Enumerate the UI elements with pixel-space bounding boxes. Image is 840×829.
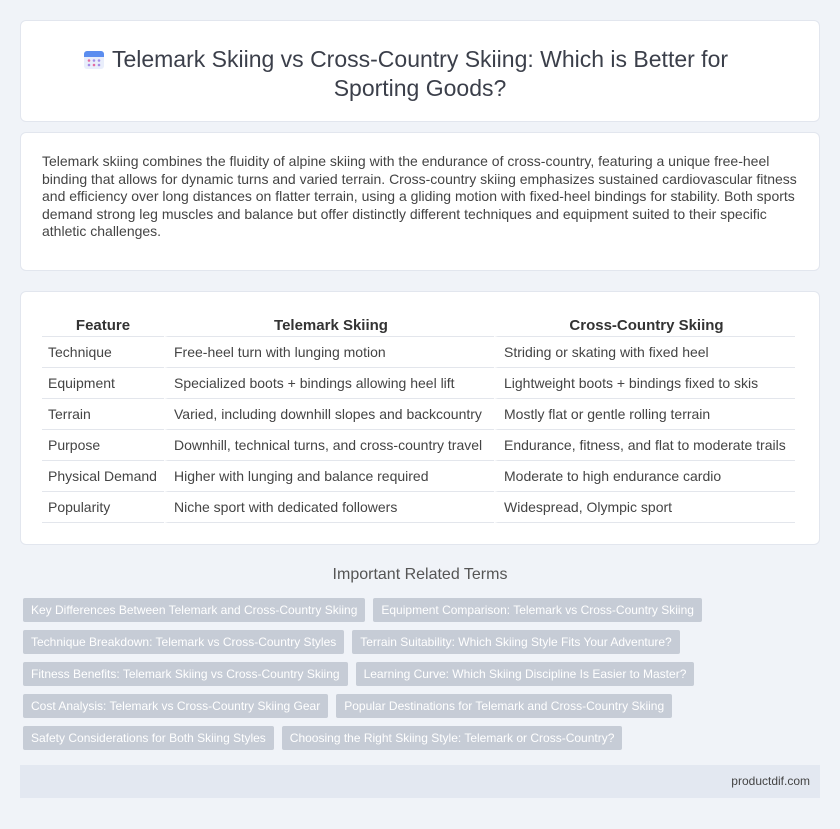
table-cell: Terrain [42,399,164,430]
table-cell: Equipment [42,368,164,399]
related-term-link[interactable]: Key Differences Between Telemark and Cross-Country Skiing [23,598,365,622]
table-row [42,337,795,368]
related-terms-list [23,598,783,758]
table-cell: Physical Demand [42,461,164,492]
related-term-link[interactable]: Safety Considerations for Both Skiing Styles [23,726,274,750]
table-cell: Free-heel turn with lunging motion [164,337,494,368]
table-row [42,492,795,523]
table-cell: Widespread, Olympic sport [494,492,795,523]
table-cell: Mostly flat or gentle rolling terrain [494,399,795,430]
intro-paragraph: Telemark skiing combines the fluidity of alpine skiing with the endurance of cross-country, featuring a unique free-heel binding that allows for dynamic turns and varied terrain. Cross-country skiing emphasizes sustained cardiovascular fitness and efficiency over long distances on flatter terrain, using a gliding motion with fixed-heel bindings for stability. Both sports demand strong leg muscles and balance but offer distinctly different techniques and equipment suited to their specific athletic challenges. [42,153,797,240]
footer [20,765,820,798]
table-cell: Endurance, fitness, and flat to moderate trails [494,430,795,461]
header-card [20,20,820,122]
tag-row [23,630,783,654]
table-cell: Moderate to high endurance cardio [494,461,795,492]
table-header-row [42,316,795,337]
related-term-link[interactable]: Choosing the Right Skiing Style: Telemark or Cross-Country? [282,726,623,750]
table-cell: Niche sport with dedicated followers [164,492,494,523]
column-header: Telemark Skiing [164,316,494,337]
table-cell: Purpose [42,430,164,461]
related-term-link[interactable]: Popular Destinations for Telemark and Cross-Country Skiing [336,694,672,718]
related-term-link[interactable]: Fitness Benefits: Telemark Skiing vs Cross-Country Skiing [23,662,348,686]
table-row [42,430,795,461]
tag-row [23,598,783,622]
page-title: Telemark Skiing vs Cross-Country Skiing: Which is Better for Sporting Goods? [111,46,729,101]
tag-row [23,726,783,750]
column-header: Feature [42,316,164,337]
table-row [42,399,795,430]
table-cell: Higher with lunging and balance required [164,461,494,492]
table-cell: Popularity [42,492,164,523]
table-row [42,368,795,399]
table-row [42,461,795,492]
tag-row [23,694,783,718]
tag-row [23,662,783,686]
comparison-card [20,291,820,545]
table-cell: Technique [42,337,164,368]
related-terms-heading: Important Related Terms [332,566,508,583]
intro-card [20,132,820,271]
related-term-link[interactable]: Equipment Comparison: Telemark vs Cross-Country Skiing [373,598,702,622]
related-term-link[interactable]: Cost Analysis: Telemark vs Cross-Country Skiing Gear [23,694,328,718]
table-cell: Varied, including downhill slopes and backcountry [164,399,494,430]
related-term-link[interactable]: Technique Breakdown: Telemark vs Cross-Country Styles [23,630,344,654]
footer-site-name: productdif.com [731,774,810,788]
related-term-link[interactable]: Terrain Suitability: Which Skiing Style Fits Your Adventure? [352,630,679,654]
related-term-link[interactable]: Learning Curve: Which Skiing Discipline Is Easier to Master? [356,662,695,686]
table-cell: Specialized boots + bindings allowing heel lift [164,368,494,399]
column-header: Cross-Country Skiing [494,316,795,337]
table-cell: Lightweight boots + bindings fixed to skis [494,368,795,399]
comparison-table [42,316,795,523]
table-cell: Striding or skating with fixed heel [494,337,795,368]
table-cell: Downhill, technical turns, and cross-country travel [164,430,494,461]
